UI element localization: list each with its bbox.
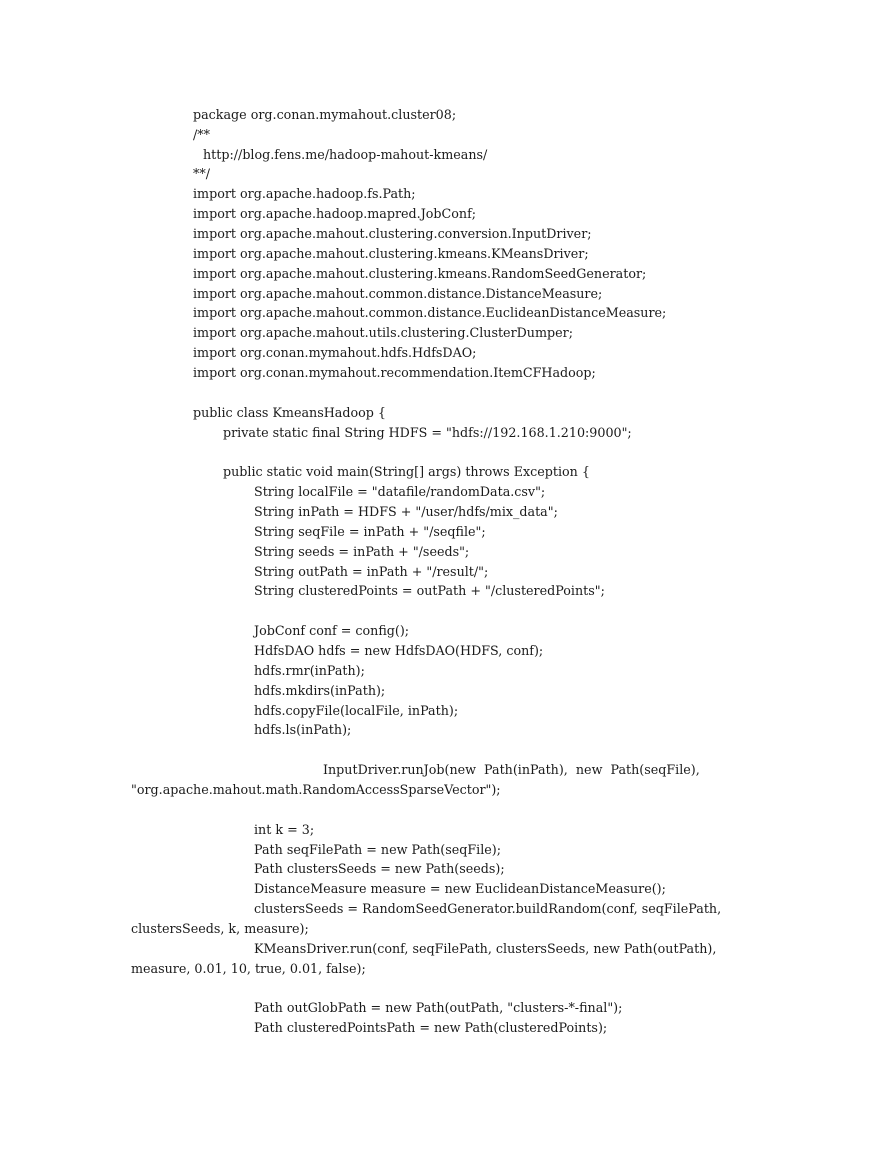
code-line-statement: String outPath = inPath + "/result/"; — [254, 564, 489, 579]
code-line-class-declaration: public class KmeansHadoop { — [193, 405, 386, 420]
code-line-import: import org.apache.hadoop.mapred.JobConf; — [193, 206, 477, 221]
code-line-statement: String inPath = HDFS + "/user/hdfs/mix_data"; — [254, 504, 558, 519]
code-line-import: import org.apache.mahout.clustering.kmeans.KMeansDriver; — [193, 246, 589, 261]
code-line-statement: hdfs.rmr(inPath); — [254, 663, 365, 678]
code-line-import: import org.apache.hadoop.fs.Path; — [193, 186, 416, 201]
code-line-comment-url: http://blog.fens.me/hadoop-mahout-kmeans/ — [203, 147, 488, 162]
code-line-import: import org.conan.mymahout.recommendation.ItemCFHadoop; — [193, 365, 596, 380]
code-line-statement: String localFile = "datafile/randomData.csv"; — [254, 484, 546, 499]
code-line-statement: InputDriver.runJob(new Path(inPath), new Path(seqFile), — [323, 762, 700, 777]
code-line-statement: int k = 3; — [254, 822, 315, 837]
code-line-main-method: public static void main(String[] args) throws Exception { — [223, 464, 590, 479]
code-line-continuation: "org.apache.mahout.math.RandomAccessSparseVector"); — [131, 782, 501, 797]
code-line-statement: HdfsDAO hdfs = new HdfsDAO(HDFS, conf); — [254, 643, 544, 658]
code-line-statement: Path seqFilePath = new Path(seqFile); — [254, 842, 502, 857]
code-line-statement: clustersSeeds = RandomSeedGenerator.buildRandom(conf, seqFilePath, — [254, 901, 722, 916]
code-line-comment-close: **/ — [193, 166, 210, 181]
code-line-import: import org.apache.mahout.clustering.conversion.InputDriver; — [193, 226, 592, 241]
code-line-statement: hdfs.copyFile(localFile, inPath); — [254, 703, 459, 718]
code-line-import: import org.apache.mahout.utils.clustering.ClusterDumper; — [193, 325, 573, 340]
code-line-comment-open: /** — [193, 127, 210, 142]
code-line-field: private static final String HDFS = "hdfs://192.168.1.210:9000"; — [223, 425, 632, 440]
code-line-statement: String clusteredPoints = outPath + "/clusteredPoints"; — [254, 583, 605, 598]
code-line-statement: KMeansDriver.run(conf, seqFilePath, clustersSeeds, new Path(outPath), — [254, 941, 717, 956]
code-line-statement: String seeds = inPath + "/seeds"; — [254, 544, 470, 559]
code-line-statement: String seqFile = inPath + "/seqfile"; — [254, 524, 486, 539]
code-line-package: package org.conan.mymahout.cluster08; — [193, 107, 457, 122]
code-line-statement: Path outGlobPath = new Path(outPath, "clusters-*-final"); — [254, 1000, 623, 1015]
code-line-continuation: clustersSeeds, k, measure); — [131, 921, 309, 936]
code-line-import: import org.conan.mymahout.hdfs.HdfsDAO; — [193, 345, 477, 360]
code-line-continuation: measure, 0.01, 10, true, 0.01, false); — [131, 961, 366, 976]
code-line-statement: hdfs.mkdirs(inPath); — [254, 683, 386, 698]
code-line-statement: hdfs.ls(inPath); — [254, 722, 352, 737]
code-line-import: import org.apache.mahout.common.distance.EuclideanDistanceMeasure; — [193, 305, 667, 320]
code-line-statement: JobConf conf = config(); — [254, 623, 410, 638]
code-line-statement: DistanceMeasure measure = new EuclideanDistanceMeasure(); — [254, 881, 666, 896]
code-line-import: import org.apache.mahout.common.distance.DistanceMeasure; — [193, 286, 603, 301]
code-line-import: import org.apache.mahout.clustering.kmeans.RandomSeedGenerator; — [193, 266, 647, 281]
code-line-statement: Path clustersSeeds = new Path(seeds); — [254, 861, 505, 876]
code-line-statement: Path clusteredPointsPath = new Path(clusteredPoints); — [254, 1020, 608, 1035]
